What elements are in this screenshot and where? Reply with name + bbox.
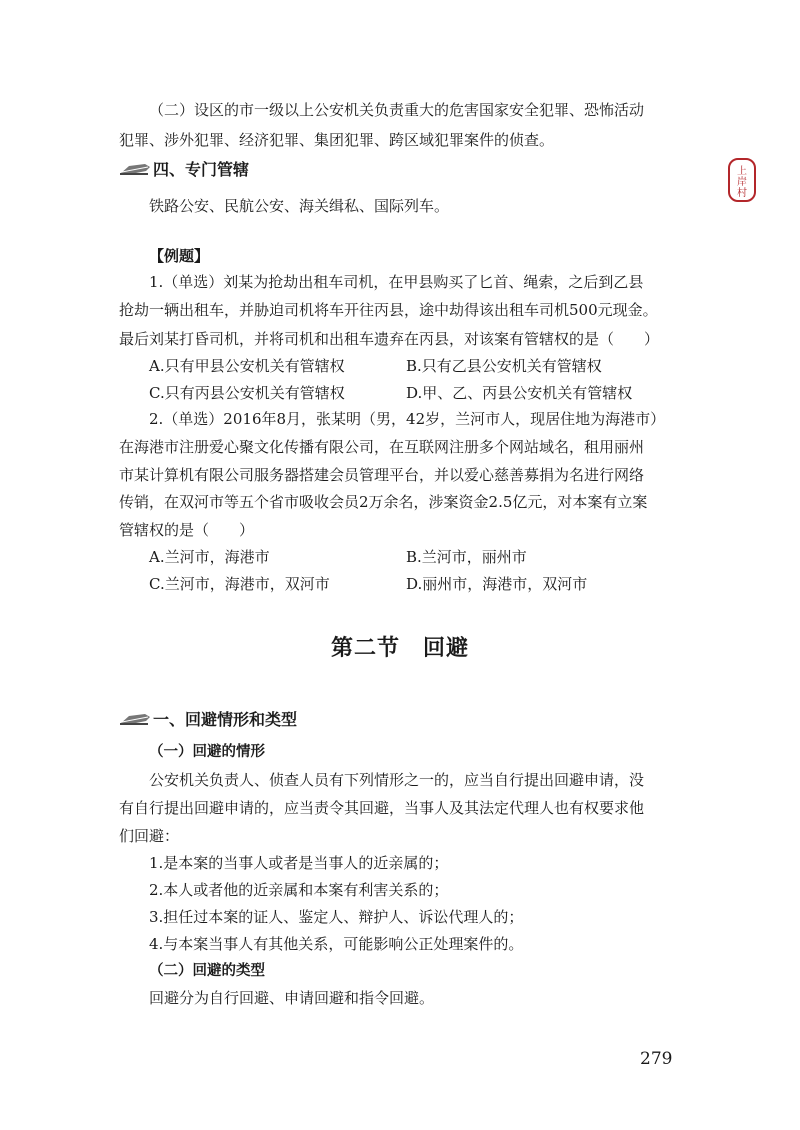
question-line: 市某计算机有限公司服务器搭建会员管理平台，并以爱心慈善募捐为名进行网络 <box>119 466 645 484</box>
svg-text:上: 上 <box>737 166 747 177</box>
option-d: D.丽州市，海港市，双河市 <box>406 575 588 593</box>
pen-icon <box>119 710 151 731</box>
list-item: 1.是本案的当事人或者是当事人的近亲属的； <box>149 854 449 872</box>
option-b: B.只有乙县公安机关有管辖权 <box>406 357 602 375</box>
question-line: 传销，在双河市等五个省市吸收会员2万余名，涉案资金2.5亿元，对本案有立案 <box>119 493 648 511</box>
paragraph-line: 犯罪、涉外犯罪、经济犯罪、集团犯罪、跨区域犯罪案件的侦查。 <box>119 131 555 149</box>
list-item: 4.与本案当事人有其他关系，可能影响公正处理案件的。 <box>149 935 524 953</box>
question-line: 1.（单选）刘某为抢劫出租车司机，在甲县购买了匕首、绳索，之后到乙县 <box>149 273 644 291</box>
seal-logo <box>727 157 757 207</box>
subheading: （二）回避的类型 <box>149 963 265 979</box>
heading-text: 一、回避情形和类型 <box>153 710 298 729</box>
list-item: 2.本人或者他的近亲属和本案有利害关系的； <box>149 881 449 899</box>
subheading: （一）回避的情形 <box>149 744 265 760</box>
section-heading <box>119 160 249 181</box>
heading-text: 四、专门管辖 <box>153 160 250 179</box>
svg-text:岸: 岸 <box>737 177 747 188</box>
option-b: B.兰河市，丽州市 <box>406 548 527 566</box>
paragraph-line: 铁路公安、民航公安、海关缉私、国际列车。 <box>149 197 450 215</box>
paragraph-line: 回避分为自行回避、申请回避和指令回避。 <box>149 989 435 1007</box>
svg-text:村: 村 <box>737 188 747 199</box>
option-a: A.兰河市，海港市 <box>149 548 270 566</box>
list-item: 3.担任过本案的证人、鉴定人、辩护人、诉讼代理人的； <box>149 908 524 926</box>
paragraph-line: 公安机关负责人、侦查人员有下列情形之一的，应当自行提出回避申请，没 <box>149 771 645 789</box>
pen-icon <box>119 160 151 181</box>
option-c: C.只有丙县公安机关有管辖权 <box>149 384 345 402</box>
section-title: 第二节 回避 <box>330 635 469 661</box>
paragraph-line: 有自行提出回避申请的，应当责令其回避，当事人及其法定代理人也有权要求他 <box>119 799 645 817</box>
question-line: 管辖权的是（ ） <box>119 521 255 539</box>
paragraph-line: （二）设区的市一级以上公安机关负责重大的危害国家安全犯罪、恐怖活动 <box>149 101 645 119</box>
option-a: A.只有甲县公安机关有管辖权 <box>149 357 345 375</box>
question-line: 抢劫一辆出租车，并胁迫司机将车开往丙县，途中劫得该出租车司机500元现金。 <box>119 301 658 319</box>
question-line: 2.（单选）2016年8月，张某明（男，42岁，兰河市人，现居住地为海港市） <box>149 410 666 428</box>
paragraph-line: 们回避： <box>119 827 180 845</box>
example-label: 【例题】 <box>149 247 210 265</box>
option-d: D.甲、乙、丙县公安机关有管辖权 <box>406 384 633 402</box>
section-heading <box>119 710 297 731</box>
option-c: C.兰河市，海港市，双河市 <box>149 575 330 593</box>
question-line: 最后刘某打昏司机，并将司机和出租车遗弃在丙县，对该案有管辖权的是（ ） <box>119 330 660 348</box>
page-number: 279 <box>640 1049 673 1069</box>
question-line: 在海港市注册爱心聚文化传播有限公司，在互联网注册多个网站域名，租用丽州 <box>119 438 645 456</box>
